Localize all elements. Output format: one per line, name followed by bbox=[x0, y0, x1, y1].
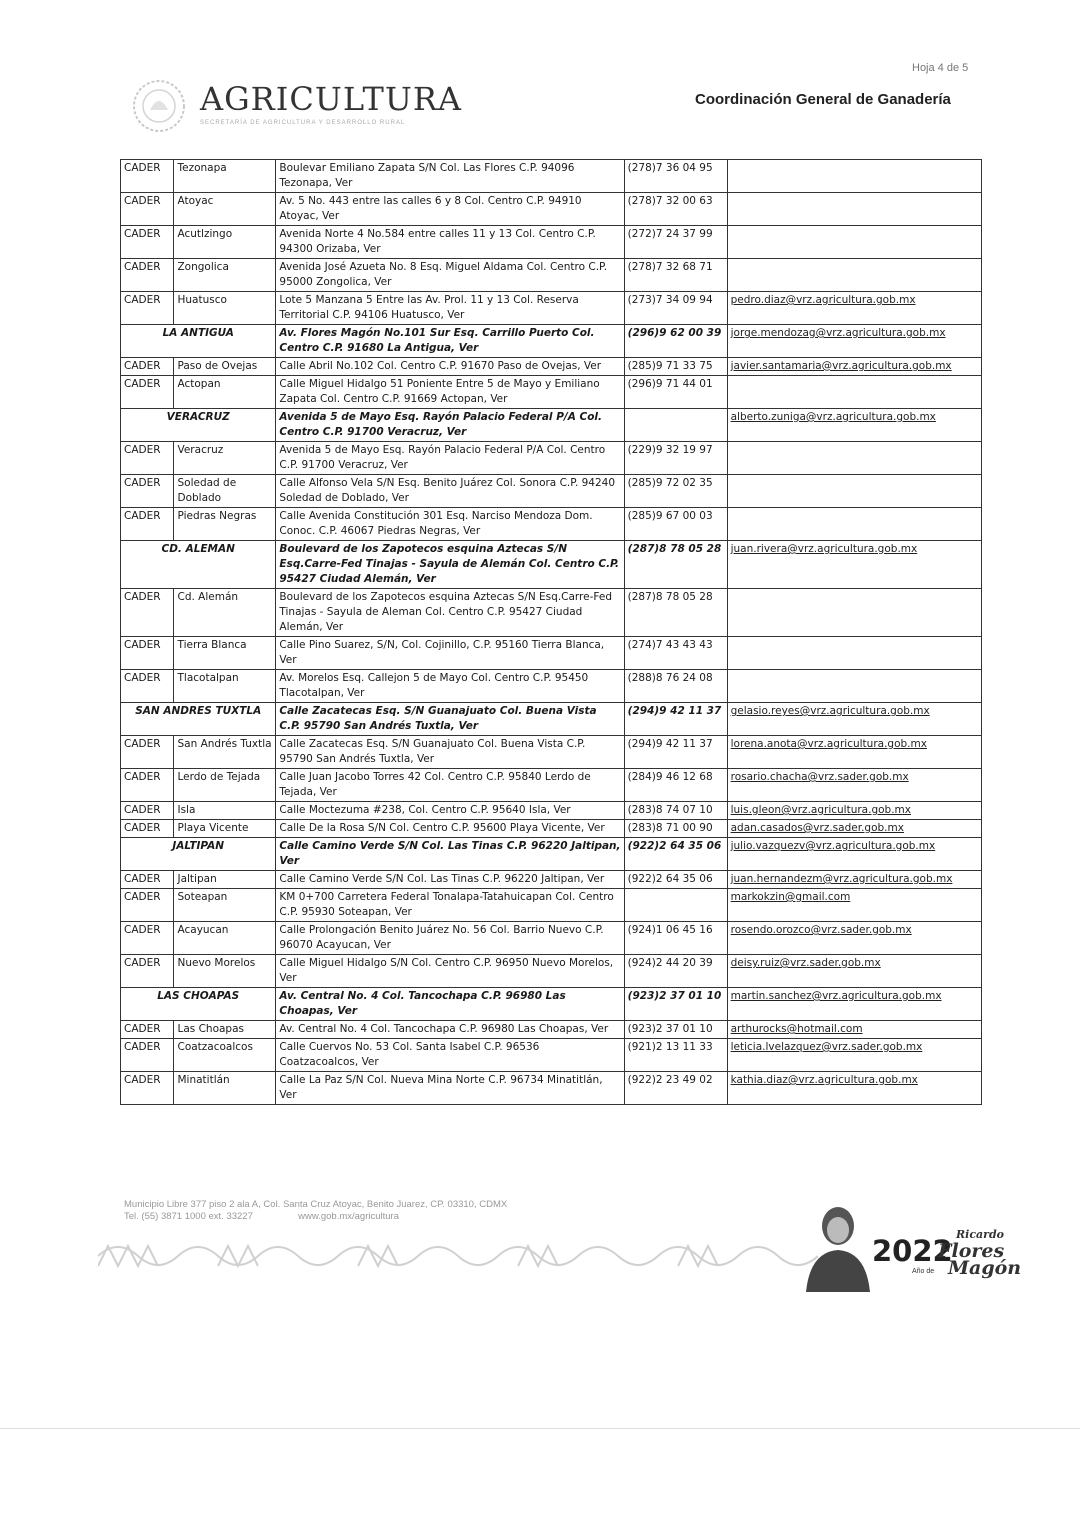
phone-cell: (272)7 24 37 99 bbox=[624, 226, 727, 259]
office-type-cell: CADER bbox=[121, 1072, 174, 1105]
email-cell: rosario.chacha@vrz.sader.gob.mx bbox=[727, 769, 981, 802]
office-type-cell: CADER bbox=[121, 769, 174, 802]
email-cell: leticia.lvelazquez@vrz.sader.gob.mx bbox=[727, 1039, 981, 1072]
address-cell: Calle Camino Verde S/N Col. Las Tinas C.P. 96220 Jaltipan, Ver bbox=[276, 871, 624, 889]
phone-cell: (924)2 44 20 39 bbox=[624, 955, 727, 988]
office-type-cell: CADER bbox=[121, 475, 174, 508]
address-cell: Avenida José Azueta No. 8 Esq. Miguel Aldama Col. Centro C.P. 95000 Zongolica, Ver bbox=[276, 259, 624, 292]
table-row bbox=[121, 589, 982, 637]
directory-table bbox=[120, 159, 982, 1105]
phone-cell: (296)9 62 00 39 bbox=[624, 325, 727, 358]
table-row bbox=[121, 637, 982, 670]
table-region-row bbox=[121, 409, 982, 442]
table-row bbox=[121, 1072, 982, 1105]
table-region-row bbox=[121, 838, 982, 871]
name-middle: Flores bbox=[938, 1240, 1005, 1262]
office-name-cell: Minatitlán bbox=[174, 1072, 276, 1105]
email-cell bbox=[727, 475, 981, 508]
phone-cell: (285)9 71 33 75 bbox=[624, 358, 727, 376]
table-region-row bbox=[121, 703, 982, 736]
phone-cell: (288)8 76 24 08 bbox=[624, 670, 727, 703]
phone-cell: (274)7 43 43 43 bbox=[624, 637, 727, 670]
phone-cell: (923)2 37 01 10 bbox=[624, 988, 727, 1021]
phone-cell: (924)1 06 45 16 bbox=[624, 922, 727, 955]
office-type-cell: CADER bbox=[121, 226, 174, 259]
office-type-cell: CADER bbox=[121, 160, 174, 193]
email-cell: julio.vazquezv@vrz.agricultura.gob.mx bbox=[727, 838, 981, 871]
address-cell: Boulevard de los Zapotecos esquina Aztecas S/N Esq.Carre-Fed Tinajas - Sayula de Alemán Col. Centro C.P. 95427 Ciudad Alemán, Ver bbox=[276, 541, 624, 589]
region-name-cell: LAS CHOAPAS bbox=[121, 988, 276, 1021]
office-name-cell: Veracruz bbox=[174, 442, 276, 475]
agricultura-logo bbox=[130, 78, 490, 134]
table-region-row bbox=[121, 988, 982, 1021]
address-cell: Calle Zacatecas Esq. S/N Guanajuato Col. Buena Vista C.P. 95790 San Andrés Tuxtla, Ver bbox=[276, 736, 624, 769]
address-cell: Avenida 5 de Mayo Esq. Rayón Palacio Federal P/A Col. Centro C.P. 91700 Veracruz, Ver bbox=[276, 409, 624, 442]
office-name-cell: Cd. Alemán bbox=[174, 589, 276, 637]
email-cell: javier.santamaria@vrz.agricultura.gob.mx bbox=[727, 358, 981, 376]
office-type-cell: CADER bbox=[121, 259, 174, 292]
table-row bbox=[121, 769, 982, 802]
email-cell bbox=[727, 193, 981, 226]
address-cell: Calle Avenida Constitución 301 Esq. Narciso Mendoza Dom. Conoc. C.P. 46067 Piedras Negras, Ver bbox=[276, 508, 624, 541]
phone-cell: (285)9 72 02 35 bbox=[624, 475, 727, 508]
region-name-cell: CD. ALEMAN bbox=[121, 541, 276, 589]
office-type-cell: CADER bbox=[121, 1039, 174, 1072]
phone-cell: (278)7 32 68 71 bbox=[624, 259, 727, 292]
address-cell: Calle Moctezuma #238, Col. Centro C.P. 95640 Isla, Ver bbox=[276, 802, 624, 820]
address-cell: Calle Miguel Hidalgo 51 Poniente Entre 5 de Mayo y Emiliano Zapata Col. Centro C.P. 91669 Actopan, Ver bbox=[276, 376, 624, 409]
office-name-cell: Piedras Negras bbox=[174, 508, 276, 541]
email-cell bbox=[727, 637, 981, 670]
email-cell bbox=[727, 259, 981, 292]
email-cell bbox=[727, 160, 981, 193]
address-cell: Lote 5 Manzana 5 Entre las Av. Prol. 11 y 13 Col. Reserva Territorial C.P. 94106 Huatusco, Ver bbox=[276, 292, 624, 325]
address-cell: Av. Central No. 4 Col. Tancochapa C.P. 96980 Las Choapas, Ver bbox=[276, 988, 624, 1021]
page-edge-divider bbox=[0, 1428, 1080, 1429]
name-last: Magón bbox=[948, 1257, 1022, 1279]
phone-cell: (283)8 74 07 10 bbox=[624, 802, 727, 820]
email-cell: jorge.mendozag@vrz.agricultura.gob.mx bbox=[727, 325, 981, 358]
office-name-cell: Coatzacoalcos bbox=[174, 1039, 276, 1072]
office-type-cell: CADER bbox=[121, 637, 174, 670]
office-name-cell: Tierra Blanca bbox=[174, 637, 276, 670]
office-type-cell: CADER bbox=[121, 442, 174, 475]
address-cell: Boulevard de los Zapotecos esquina Aztecas S/N Esq.Carre-Fed Tinajas - Sayula de Aleman Col. Centro C.P. 95427 Ciudad Alemán, Ver bbox=[276, 589, 624, 637]
office-name-cell: Zongolica bbox=[174, 259, 276, 292]
phone-cell: (294)9 42 11 37 bbox=[624, 703, 727, 736]
office-name-cell: Paso de Ovejas bbox=[174, 358, 276, 376]
year-caption: Año de bbox=[912, 1268, 935, 1275]
table-row bbox=[121, 736, 982, 769]
table-row bbox=[121, 871, 982, 889]
phone-cell: (283)8 71 00 90 bbox=[624, 820, 727, 838]
footer-phone: Tel. (55) 3871 1000 ext. 33227 bbox=[124, 1211, 253, 1222]
year-commemoration-logo bbox=[800, 1200, 1022, 1294]
email-cell: pedro.diaz@vrz.agricultura.gob.mx bbox=[727, 292, 981, 325]
office-type-cell: CADER bbox=[121, 820, 174, 838]
logo-wordmark: AGRICULTURA bbox=[200, 80, 463, 118]
email-cell: juan.hernandezm@vrz.agricultura.gob.mx bbox=[727, 871, 981, 889]
office-name-cell: Atoyac bbox=[174, 193, 276, 226]
table-row bbox=[121, 259, 982, 292]
office-name-cell: Actopan bbox=[174, 376, 276, 409]
office-type-cell: CADER bbox=[121, 802, 174, 820]
office-type-cell: CADER bbox=[121, 292, 174, 325]
office-type-cell: CADER bbox=[121, 508, 174, 541]
email-cell: rosendo.orozco@vrz.sader.gob.mx bbox=[727, 922, 981, 955]
office-type-cell: CADER bbox=[121, 922, 174, 955]
coordination-title: Coordinación General de Ganadería bbox=[695, 91, 951, 108]
coat-of-arms-icon bbox=[130, 78, 188, 134]
phone-cell: (229)9 32 19 97 bbox=[624, 442, 727, 475]
office-type-cell: CADER bbox=[121, 376, 174, 409]
address-cell: Av. 5 No. 443 entre las calles 6 y 8 Col. Centro C.P. 94910 Atoyac, Ver bbox=[276, 193, 624, 226]
address-cell: Boulevar Emiliano Zapata S/N Col. Las Flores C.P. 94096 Tezonapa, Ver bbox=[276, 160, 624, 193]
table-row bbox=[121, 670, 982, 703]
address-cell: Calle Zacatecas Esq. S/N Guanajuato Col. Buena Vista C.P. 95790 San Andrés Tuxtla, Ver bbox=[276, 703, 624, 736]
phone-cell: (285)9 67 00 03 bbox=[624, 508, 727, 541]
email-cell bbox=[727, 589, 981, 637]
address-cell: Avenida Norte 4 No.584 entre calles 11 y 13 Col. Centro C.P. 94300 Orizaba, Ver bbox=[276, 226, 624, 259]
table-row bbox=[121, 1039, 982, 1072]
office-type-cell: CADER bbox=[121, 193, 174, 226]
email-cell: adan.casados@vrz.sader.gob.mx bbox=[727, 820, 981, 838]
footer-address bbox=[124, 1199, 507, 1223]
email-cell: deisy.ruiz@vrz.sader.gob.mx bbox=[727, 955, 981, 988]
email-cell: luis.gleon@vrz.agricultura.gob.mx bbox=[727, 802, 981, 820]
table-row bbox=[121, 922, 982, 955]
phone-cell: (273)7 34 09 94 bbox=[624, 292, 727, 325]
address-cell: Calle De la Rosa S/N Col. Centro C.P. 95600 Playa Vicente, Ver bbox=[276, 820, 624, 838]
table-row bbox=[121, 193, 982, 226]
phone-cell: (922)2 64 35 06 bbox=[624, 871, 727, 889]
table-row bbox=[121, 889, 982, 922]
office-name-cell: Lerdo de Tejada bbox=[174, 769, 276, 802]
address-cell: Calle La Paz S/N Col. Nueva Mina Norte C.P. 96734 Minatitlán, Ver bbox=[276, 1072, 624, 1105]
region-name-cell: JALTIPAN bbox=[121, 838, 276, 871]
email-cell: markokzin@gmail.com bbox=[727, 889, 981, 922]
phone-cell: (278)7 36 04 95 bbox=[624, 160, 727, 193]
table-row bbox=[121, 358, 982, 376]
decorative-pattern-band bbox=[98, 1236, 818, 1276]
table-row bbox=[121, 160, 982, 193]
office-name-cell: Soledad de Doblado bbox=[174, 475, 276, 508]
office-name-cell: San Andrés Tuxtla bbox=[174, 736, 276, 769]
email-cell: martin.sanchez@vrz.agricultura.gob.mx bbox=[727, 988, 981, 1021]
phone-cell: (921)2 13 11 33 bbox=[624, 1039, 727, 1072]
office-name-cell: Tlacotalpan bbox=[174, 670, 276, 703]
address-cell: Av. Flores Magón No.101 Sur Esq. Carrillo Puerto Col. Centro C.P. 91680 La Antigua, Ver bbox=[276, 325, 624, 358]
email-cell bbox=[727, 226, 981, 259]
office-name-cell: Soteapan bbox=[174, 889, 276, 922]
region-name-cell: SAN ANDRES TUXTLA bbox=[121, 703, 276, 736]
phone-cell: (284)9 46 12 68 bbox=[624, 769, 727, 802]
office-type-cell: CADER bbox=[121, 1021, 174, 1039]
phone-cell: (296)9 71 44 01 bbox=[624, 376, 727, 409]
office-name-cell: Huatusco bbox=[174, 292, 276, 325]
table-region-row bbox=[121, 325, 982, 358]
page-number: Hoja 4 de 5 bbox=[912, 62, 969, 74]
honoree-name bbox=[938, 1226, 1021, 1277]
phone-cell bbox=[624, 409, 727, 442]
address-cell: Avenida 5 de Mayo Esq. Rayón Palacio Federal P/A Col. Centro C.P. 91700 Veracruz, Ver bbox=[276, 442, 624, 475]
email-cell bbox=[727, 508, 981, 541]
table-row bbox=[121, 1021, 982, 1039]
portrait-illustration-icon bbox=[800, 1200, 874, 1292]
address-cell: Calle Camino Verde S/N Col. Las Tinas C.P. 96220 Jaltipan, Ver bbox=[276, 838, 624, 871]
region-name-cell: LA ANTIGUA bbox=[121, 325, 276, 358]
office-name-cell: Playa Vicente bbox=[174, 820, 276, 838]
table-row bbox=[121, 475, 982, 508]
phone-cell: (923)2 37 01 10 bbox=[624, 1021, 727, 1039]
office-type-cell: CADER bbox=[121, 670, 174, 703]
office-type-cell: CADER bbox=[121, 589, 174, 637]
table-row bbox=[121, 442, 982, 475]
table-region-row bbox=[121, 541, 982, 589]
office-type-cell: CADER bbox=[121, 736, 174, 769]
table-row bbox=[121, 376, 982, 409]
office-name-cell: Tezonapa bbox=[174, 160, 276, 193]
email-cell: lorena.anota@vrz.agricultura.gob.mx bbox=[727, 736, 981, 769]
table-row bbox=[121, 226, 982, 259]
footer-phone-line bbox=[124, 1211, 507, 1223]
address-cell: Av. Central No. 4 Col. Tancochapa C.P. 96980 Las Choapas, Ver bbox=[276, 1021, 624, 1039]
office-name-cell: Jaltipan bbox=[174, 871, 276, 889]
region-name-cell: VERACRUZ bbox=[121, 409, 276, 442]
address-cell: KM 0+700 Carretera Federal Tonalapa-Tatahuicapan Col. Centro C.P. 95930 Soteapan, Ver bbox=[276, 889, 624, 922]
phone-cell: (294)9 42 11 37 bbox=[624, 736, 727, 769]
name-first: Ricardo bbox=[956, 1228, 1004, 1241]
email-cell: arthurocks@hotmail.com bbox=[727, 1021, 981, 1039]
phone-cell bbox=[624, 889, 727, 922]
office-name-cell: Isla bbox=[174, 802, 276, 820]
table-row bbox=[121, 508, 982, 541]
phone-cell: (287)8 78 05 28 bbox=[624, 589, 727, 637]
address-cell: Calle Pino Suarez, S/N, Col. Cojinillo, C.P. 95160 Tierra Blanca, Ver bbox=[276, 637, 624, 670]
logo-subtitle: SECRETARÍA DE AGRICULTURA Y DESARROLLO RURAL bbox=[200, 120, 406, 126]
table-row bbox=[121, 292, 982, 325]
email-cell bbox=[727, 376, 981, 409]
address-cell: Calle Prolongación Benito Juárez No. 56 Col. Barrio Nuevo C.P. 96070 Acayucan, Ver bbox=[276, 922, 624, 955]
email-cell: alberto.zuniga@vrz.agricultura.gob.mx bbox=[727, 409, 981, 442]
address-cell: Calle Alfonso Vela S/N Esq. Benito Juárez Col. Sonora C.P. 94240 Soledad de Doblado, Ver bbox=[276, 475, 624, 508]
footer-address-line: Municipio Libre 377 piso 2 ala A, Col. Santa Cruz Atoyac, Benito Juarez, CP. 03310, CDMX bbox=[124, 1199, 508, 1210]
email-cell: gelasio.reyes@vrz.agricultura.gob.mx bbox=[727, 703, 981, 736]
email-cell: kathia.diaz@vrz.agricultura.gob.mx bbox=[727, 1072, 981, 1105]
email-cell: juan.rivera@vrz.agricultura.gob.mx bbox=[727, 541, 981, 589]
table-row bbox=[121, 955, 982, 988]
table-row bbox=[121, 802, 982, 820]
email-cell bbox=[727, 442, 981, 475]
address-cell: Calle Cuervos No. 53 Col. Santa Isabel C.P. 96536 Coatzacoalcos, Ver bbox=[276, 1039, 624, 1072]
office-name-cell: Las Choapas bbox=[174, 1021, 276, 1039]
office-name-cell: Acutlzingo bbox=[174, 226, 276, 259]
phone-cell: (922)2 23 49 02 bbox=[624, 1072, 727, 1105]
footer-website: www.gob.mx/agricultura bbox=[298, 1211, 400, 1222]
office-name-cell: Acayucan bbox=[174, 922, 276, 955]
address-cell: Calle Juan Jacobo Torres 42 Col. Centro C.P. 95840 Lerdo de Tejada, Ver bbox=[276, 769, 624, 802]
table-row bbox=[121, 820, 982, 838]
address-cell: Av. Morelos Esq. Callejon 5 de Mayo Col. Centro C.P. 95450 Tlacotalpan, Ver bbox=[276, 670, 624, 703]
email-cell bbox=[727, 670, 981, 703]
phone-cell: (922)2 64 35 06 bbox=[624, 838, 727, 871]
year-number: 2022 bbox=[872, 1234, 953, 1268]
office-type-cell: CADER bbox=[121, 889, 174, 922]
address-cell: Calle Miguel Hidalgo S/N Col. Centro C.P. 96950 Nuevo Morelos, Ver bbox=[276, 955, 624, 988]
office-type-cell: CADER bbox=[121, 955, 174, 988]
address-cell: Calle Abril No.102 Col. Centro C.P. 91670 Paso de Ovejas, Ver bbox=[276, 358, 624, 376]
office-type-cell: CADER bbox=[121, 358, 174, 376]
office-name-cell: Nuevo Morelos bbox=[174, 955, 276, 988]
office-type-cell: CADER bbox=[121, 871, 174, 889]
phone-cell: (278)7 32 00 63 bbox=[624, 193, 727, 226]
phone-cell: (287)8 78 05 28 bbox=[624, 541, 727, 589]
